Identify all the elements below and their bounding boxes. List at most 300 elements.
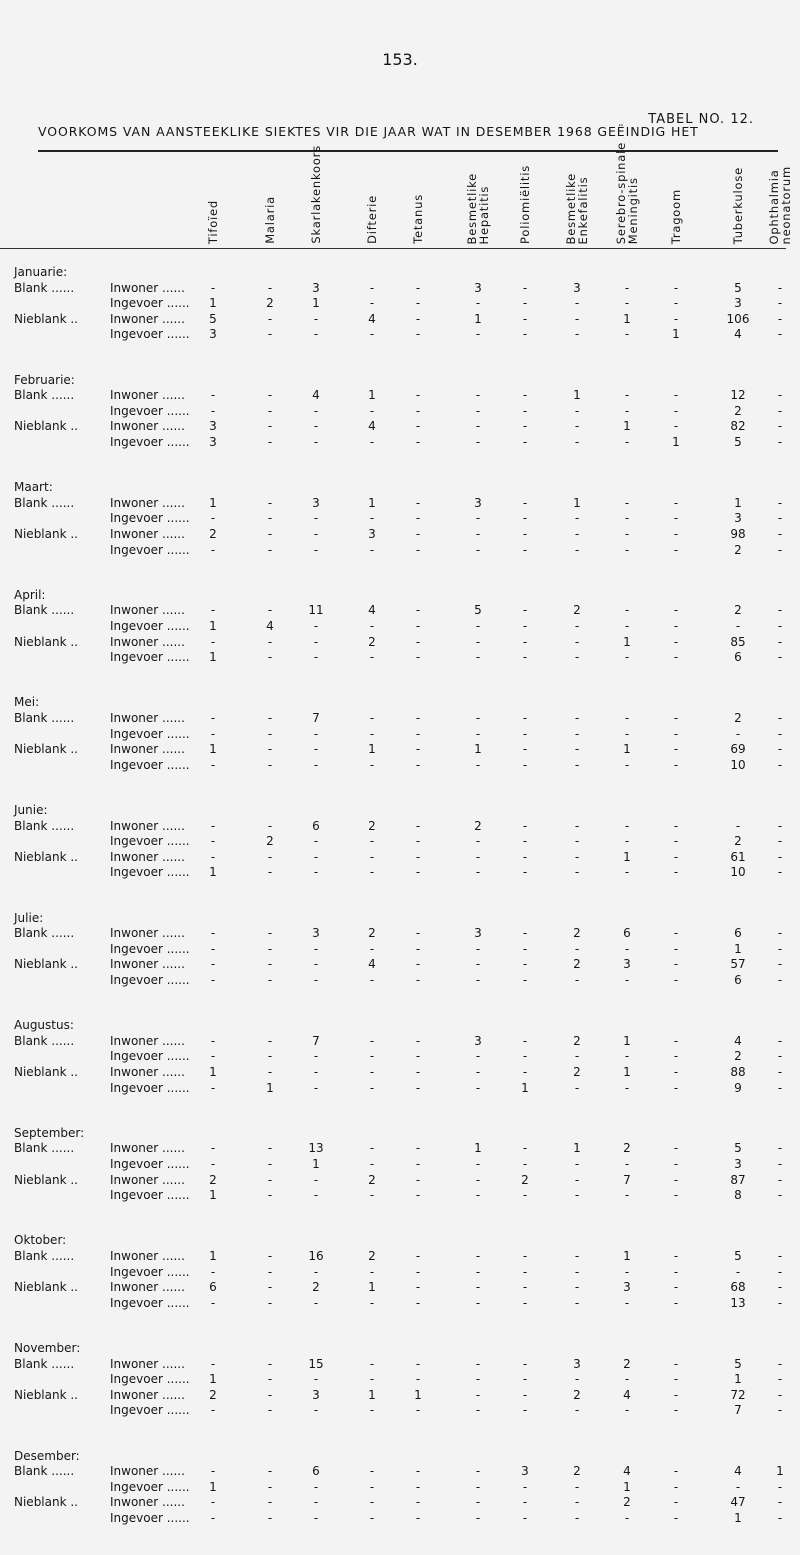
table-cell: - (777, 1049, 783, 1064)
row-label: Ingevoer ...... (110, 1157, 190, 1171)
table-cell: - (475, 650, 481, 665)
table-cell: - (369, 1295, 375, 1310)
table-cell: - (369, 1495, 375, 1510)
row-label: Ingevoer ...... (110, 1295, 190, 1310)
row-label: Ingevoer ...... (110, 619, 190, 633)
row-label: Inwoner ...... (110, 926, 185, 941)
table-cell: - (673, 926, 679, 941)
table-cell: - (475, 388, 481, 403)
column-header (764, 152, 796, 244)
table-cell: - (777, 634, 783, 649)
table-cell: 1 (209, 1372, 217, 1387)
table-cell: 1 (368, 388, 376, 403)
table-cell: - (777, 1511, 783, 1525)
table-cell: - (777, 1479, 783, 1494)
table-cell: - (777, 1356, 783, 1371)
table-cell: 6 (209, 1280, 217, 1295)
table-cell: - (777, 403, 783, 418)
table-cell: 2 (623, 1141, 631, 1156)
table-cell: - (624, 327, 630, 342)
table-cell: 12 (730, 388, 746, 403)
table-cell: - (313, 1049, 319, 1064)
table-cell: - (267, 726, 273, 741)
table-cell: - (369, 711, 375, 725)
table-cell: - (415, 1511, 421, 1525)
table-cell: - (624, 650, 630, 665)
row-label: Inwoner ...... (110, 1065, 185, 1079)
table-cell: - (574, 757, 580, 772)
table-cell: - (313, 1172, 319, 1187)
table-cell: - (574, 849, 580, 864)
row-label: Ingevoer ...... (110, 1403, 190, 1418)
table-cell: 1 (312, 296, 320, 311)
table-cell: - (777, 1033, 783, 1048)
table-cell: - (267, 1172, 273, 1187)
table-cell: 2 (266, 834, 274, 849)
table-cell: - (267, 1511, 273, 1525)
table-cell: - (369, 403, 375, 418)
table-cell: - (522, 527, 528, 541)
table-cell: - (673, 1495, 679, 1510)
table-cell: 1 (209, 1249, 217, 1263)
table-cell: - (574, 973, 580, 987)
table-cell: - (574, 1372, 580, 1387)
table-cell: 87 (730, 1172, 746, 1187)
table-cell: - (210, 726, 216, 741)
table-cell: - (777, 511, 783, 526)
place-label: Nieblank .. (14, 957, 78, 972)
table-cell: - (267, 1157, 273, 1171)
table-cell: 3 (734, 296, 742, 311)
table-title: VOORKOMS VAN AANSTEEKLIKE SIEKTES VIR DIE JAAR WAT IN DESEMBER 1968 GEËINDIG HET (38, 124, 699, 139)
table-cell: - (624, 711, 630, 725)
table-cell: - (673, 957, 679, 972)
table-cell: - (673, 1172, 679, 1187)
table-cell: - (624, 1511, 630, 1525)
row-label: Ingevoer ...... (110, 1080, 190, 1095)
row-label: Inwoner ...... (110, 1172, 185, 1187)
table-cell: - (673, 1264, 679, 1279)
table-cell: - (210, 1464, 216, 1479)
table-cell: - (415, 1372, 421, 1387)
table-cell: - (475, 834, 481, 849)
table-cell: - (777, 742, 783, 757)
table-cell: - (415, 834, 421, 849)
table-cell: 2 (734, 1049, 742, 1064)
table-cell: - (673, 941, 679, 956)
table-cell: - (475, 619, 481, 633)
place-label: Blank ...... (14, 1141, 75, 1156)
table-cell: 2 (368, 926, 376, 941)
table-cell: - (673, 849, 679, 864)
place-label: Nieblank .. (14, 527, 78, 541)
table-cell: 2 (573, 1387, 581, 1402)
table-cell: - (777, 1157, 783, 1171)
table-cell: - (210, 1495, 216, 1510)
table-cell: - (522, 603, 528, 618)
table-cell: - (210, 603, 216, 618)
table-cell: - (522, 435, 528, 449)
column-header (197, 152, 229, 244)
table-cell: - (574, 403, 580, 418)
table-cell: - (475, 1403, 481, 1418)
row-label: Inwoner ...... (110, 311, 185, 326)
table-cell: - (522, 1033, 528, 1048)
table-cell: 5 (734, 280, 742, 295)
table-cell: - (673, 1049, 679, 1064)
table-cell: - (574, 1280, 580, 1295)
table-cell: 1 (209, 650, 217, 665)
table-cell: - (313, 1295, 319, 1310)
table-cell: - (313, 327, 319, 342)
table-cell: - (475, 403, 481, 418)
table-cell: - (673, 1188, 679, 1203)
table-cell: - (673, 1372, 679, 1387)
table-cell: 6 (623, 926, 631, 941)
table-cell: - (267, 1049, 273, 1064)
row-label: Inwoner ...... (110, 1387, 185, 1402)
table-cell: - (415, 1065, 421, 1079)
column-header (462, 152, 494, 244)
table-cell: - (624, 511, 630, 526)
table-cell: 9 (734, 1080, 742, 1095)
column-header (254, 152, 286, 244)
table-cell: - (777, 1172, 783, 1187)
table-cell: - (522, 941, 528, 956)
table-cell: 1 (474, 311, 482, 326)
table-cell: - (673, 865, 679, 880)
table-cell: - (267, 495, 273, 510)
table-cell: 2 (474, 818, 482, 833)
place-label: Blank ...... (14, 1249, 75, 1263)
place-label: Nieblank .. (14, 1065, 78, 1079)
table-cell: - (777, 1141, 783, 1156)
table-cell: - (313, 742, 319, 757)
table-cell: - (313, 1065, 319, 1079)
table-cell: - (673, 388, 679, 403)
table-cell: - (313, 511, 319, 526)
table-cell: 1 (623, 311, 631, 326)
table-cell: - (475, 1280, 481, 1295)
row-label: Ingevoer ...... (110, 435, 190, 449)
table-cell: 1 (623, 849, 631, 864)
table-cell: - (210, 1157, 216, 1171)
table-cell: - (369, 280, 375, 295)
table-cell: - (415, 1295, 421, 1310)
table-cell: 2 (209, 1387, 217, 1402)
table-cell: - (267, 957, 273, 972)
table-cell: - (369, 1511, 375, 1525)
table-cell: - (777, 280, 783, 295)
table-cell: 3 (209, 327, 217, 342)
table-cell: - (415, 1280, 421, 1295)
place-label: Blank ...... (14, 495, 75, 510)
table-cell: 1 (623, 419, 631, 434)
month-label: April: (14, 587, 46, 602)
table-cell: - (777, 435, 783, 449)
table-cell: - (415, 388, 421, 403)
table-cell: - (313, 973, 319, 987)
place-label: Nieblank .. (14, 419, 78, 434)
table-cell: - (777, 834, 783, 849)
table-cell: - (475, 419, 481, 434)
table-cell: - (267, 757, 273, 772)
table-cell: 1 (623, 742, 631, 757)
row-label: Ingevoer ...... (110, 1049, 190, 1064)
table-cell: 2 (368, 818, 376, 833)
table-cell: - (313, 865, 319, 880)
table-cell: - (735, 818, 741, 833)
table-cell: - (673, 311, 679, 326)
place-label: Nieblank .. (14, 634, 78, 649)
table-cell: - (574, 726, 580, 741)
table-cell: 2 (734, 542, 742, 557)
table-cell: - (267, 311, 273, 326)
table-cell: - (313, 527, 319, 541)
table-cell: - (267, 280, 273, 295)
table-cell: - (415, 495, 421, 510)
table-cell: - (777, 957, 783, 972)
table-cell: - (522, 403, 528, 418)
table-cell: - (313, 849, 319, 864)
table-cell: 1 (672, 435, 680, 449)
table-cell: - (267, 1141, 273, 1156)
place-label: Blank ...... (14, 1356, 75, 1371)
column-header-label: Serebro-spinale Meningitis (614, 141, 640, 244)
table-cell: - (369, 1188, 375, 1203)
table-cell: - (210, 1080, 216, 1095)
table-cell: - (210, 1511, 216, 1525)
table-cell: 2 (734, 603, 742, 618)
row-label: Ingevoer ...... (110, 1188, 190, 1203)
table-cell: - (313, 941, 319, 956)
table-cell: - (267, 327, 273, 342)
table-cell: - (313, 542, 319, 557)
table-cell: - (415, 1249, 421, 1263)
table-cell: 4 (368, 419, 376, 434)
table-cell: - (777, 711, 783, 725)
table-cell: - (210, 1264, 216, 1279)
table-cell: 7 (623, 1172, 631, 1187)
table-cell: - (369, 1356, 375, 1371)
place-label: Blank ...... (14, 926, 75, 941)
place-label: Nieblank .. (14, 1172, 78, 1187)
column-header (722, 152, 754, 244)
table-cell: - (574, 834, 580, 849)
table-cell: - (210, 1033, 216, 1048)
table-cell: 3 (209, 419, 217, 434)
table-cell: 5 (734, 1249, 742, 1263)
table-cell: 2 (209, 527, 217, 541)
table-cell: - (777, 757, 783, 772)
table-cell: 3 (312, 495, 320, 510)
table-cell: 1 (368, 495, 376, 510)
table-cell: - (475, 941, 481, 956)
table-cell: 15 (308, 1356, 324, 1371)
column-header (561, 152, 593, 244)
table-cell: 1 (209, 1065, 217, 1079)
table-cell: - (267, 603, 273, 618)
table-cell: 7 (312, 711, 320, 725)
table-cell: - (313, 726, 319, 741)
table-cell: - (475, 865, 481, 880)
table-cell: - (475, 527, 481, 541)
table-cell: 1 (623, 634, 631, 649)
table-cell: - (475, 1464, 481, 1479)
table-cell: - (624, 1264, 630, 1279)
table-cell: 85 (730, 634, 746, 649)
table-cell: - (313, 619, 319, 633)
table-cell: - (475, 1511, 481, 1525)
table-cell: 5 (734, 435, 742, 449)
table-cell: 13 (730, 1295, 746, 1310)
table-cell: - (673, 1403, 679, 1418)
table-cell: - (522, 280, 528, 295)
table-cell: - (522, 650, 528, 665)
table-cell: - (210, 941, 216, 956)
table-cell: - (574, 1157, 580, 1171)
table-cell: - (369, 834, 375, 849)
table-cell: - (415, 650, 421, 665)
table-cell: - (313, 1372, 319, 1387)
table-cell: 1 (209, 865, 217, 880)
table-cell: - (574, 865, 580, 880)
table-cell: - (777, 296, 783, 311)
table-cell: - (475, 957, 481, 972)
table-cell: - (777, 926, 783, 941)
table-cell: 4 (734, 1464, 742, 1479)
table-cell: - (522, 1249, 528, 1263)
column-header-label: Ophthalmia neonatorum (767, 165, 793, 244)
table-cell: - (673, 1479, 679, 1494)
table-cell: - (673, 296, 679, 311)
table-cell: 5 (734, 1356, 742, 1371)
table-cell: - (624, 542, 630, 557)
table-cell: 4 (623, 1464, 631, 1479)
table-cell: - (313, 1403, 319, 1418)
table-cell: - (267, 1249, 273, 1263)
table-cell: - (415, 619, 421, 633)
table-cell: 1 (209, 296, 217, 311)
row-label: Ingevoer ...... (110, 511, 190, 526)
table-cell: 1 (623, 1033, 631, 1048)
table-cell: - (777, 495, 783, 510)
table-cell: - (267, 634, 273, 649)
month-label: Desember: (14, 1448, 80, 1463)
table-cell: - (522, 419, 528, 434)
table-cell: - (673, 280, 679, 295)
table-cell: - (624, 603, 630, 618)
table-cell: - (210, 834, 216, 849)
table-cell: - (777, 388, 783, 403)
table-cell: - (574, 1172, 580, 1187)
table-cell: 2 (312, 1280, 320, 1295)
table-cell: - (673, 1065, 679, 1079)
table-cell: - (777, 603, 783, 618)
table-cell: 2 (734, 834, 742, 849)
table-cell: 4 (623, 1387, 631, 1402)
table-cell: - (574, 1511, 580, 1525)
table-cell: 4 (368, 603, 376, 618)
table-cell: - (210, 280, 216, 295)
table-cell: - (475, 1080, 481, 1095)
row-label: Inwoner ...... (110, 1280, 185, 1295)
table-cell: - (210, 849, 216, 864)
row-label: Ingevoer ...... (110, 973, 190, 987)
table-cell: - (415, 926, 421, 941)
table-cell: - (369, 542, 375, 557)
table-cell: - (267, 973, 273, 987)
column-header-label: Besmetlike Enkefalitis (564, 172, 590, 244)
table-cell: - (415, 403, 421, 418)
month-label: Februarie: (14, 372, 75, 387)
place-label: Blank ...... (14, 1464, 75, 1479)
table-cell: - (475, 634, 481, 649)
table-cell: 1 (368, 1387, 376, 1402)
table-cell: 16 (308, 1249, 324, 1263)
table-cell: - (522, 542, 528, 557)
row-label: Ingevoer ...... (110, 327, 190, 342)
table-cell: - (415, 311, 421, 326)
table-cell: - (415, 1356, 421, 1371)
table-cell: - (415, 1188, 421, 1203)
table-cell: - (475, 542, 481, 557)
table-cell: - (210, 711, 216, 725)
table-cell: - (210, 957, 216, 972)
table-cell: - (574, 1403, 580, 1418)
table-cell: - (475, 973, 481, 987)
column-header-label: Difterie (365, 195, 379, 244)
table-cell: - (267, 542, 273, 557)
table-cell: - (777, 1065, 783, 1079)
column-header-label: Besmetlike Hepatitis (465, 172, 491, 244)
table-cell: - (673, 757, 679, 772)
table-cell: - (369, 849, 375, 864)
table-cell: - (415, 419, 421, 434)
table-cell: - (673, 1464, 679, 1479)
table-cell: 1 (209, 1188, 217, 1203)
table-cell: - (210, 1295, 216, 1310)
table-cell: - (313, 757, 319, 772)
place-label: Blank ...... (14, 388, 75, 403)
table-cell: 13 (308, 1141, 324, 1156)
table-cell: - (522, 1188, 528, 1203)
table-cell: - (777, 419, 783, 434)
table-cell: 3 (623, 957, 631, 972)
table-cell: - (522, 957, 528, 972)
table-cell: - (673, 1141, 679, 1156)
table-cell: - (777, 619, 783, 633)
table-cell: - (475, 726, 481, 741)
table-cell: 1 (672, 327, 680, 342)
column-header-label: Skarlakenkoors (309, 145, 323, 244)
table-cell: - (673, 1249, 679, 1263)
table-cell: 8 (734, 1188, 742, 1203)
table-cell: - (267, 711, 273, 725)
table-cell: - (574, 818, 580, 833)
row-label: Ingevoer ...... (110, 1372, 190, 1387)
table-cell: 1 (776, 1464, 784, 1479)
table-cell: - (210, 542, 216, 557)
table-cell: 1 (209, 742, 217, 757)
row-label: Ingevoer ...... (110, 1264, 190, 1279)
table-cell: - (522, 1387, 528, 1402)
table-cell: - (475, 327, 481, 342)
table-cell: - (313, 634, 319, 649)
month-label: Januarie: (14, 265, 68, 279)
table-cell: - (415, 527, 421, 541)
table-cell: - (777, 1387, 783, 1402)
